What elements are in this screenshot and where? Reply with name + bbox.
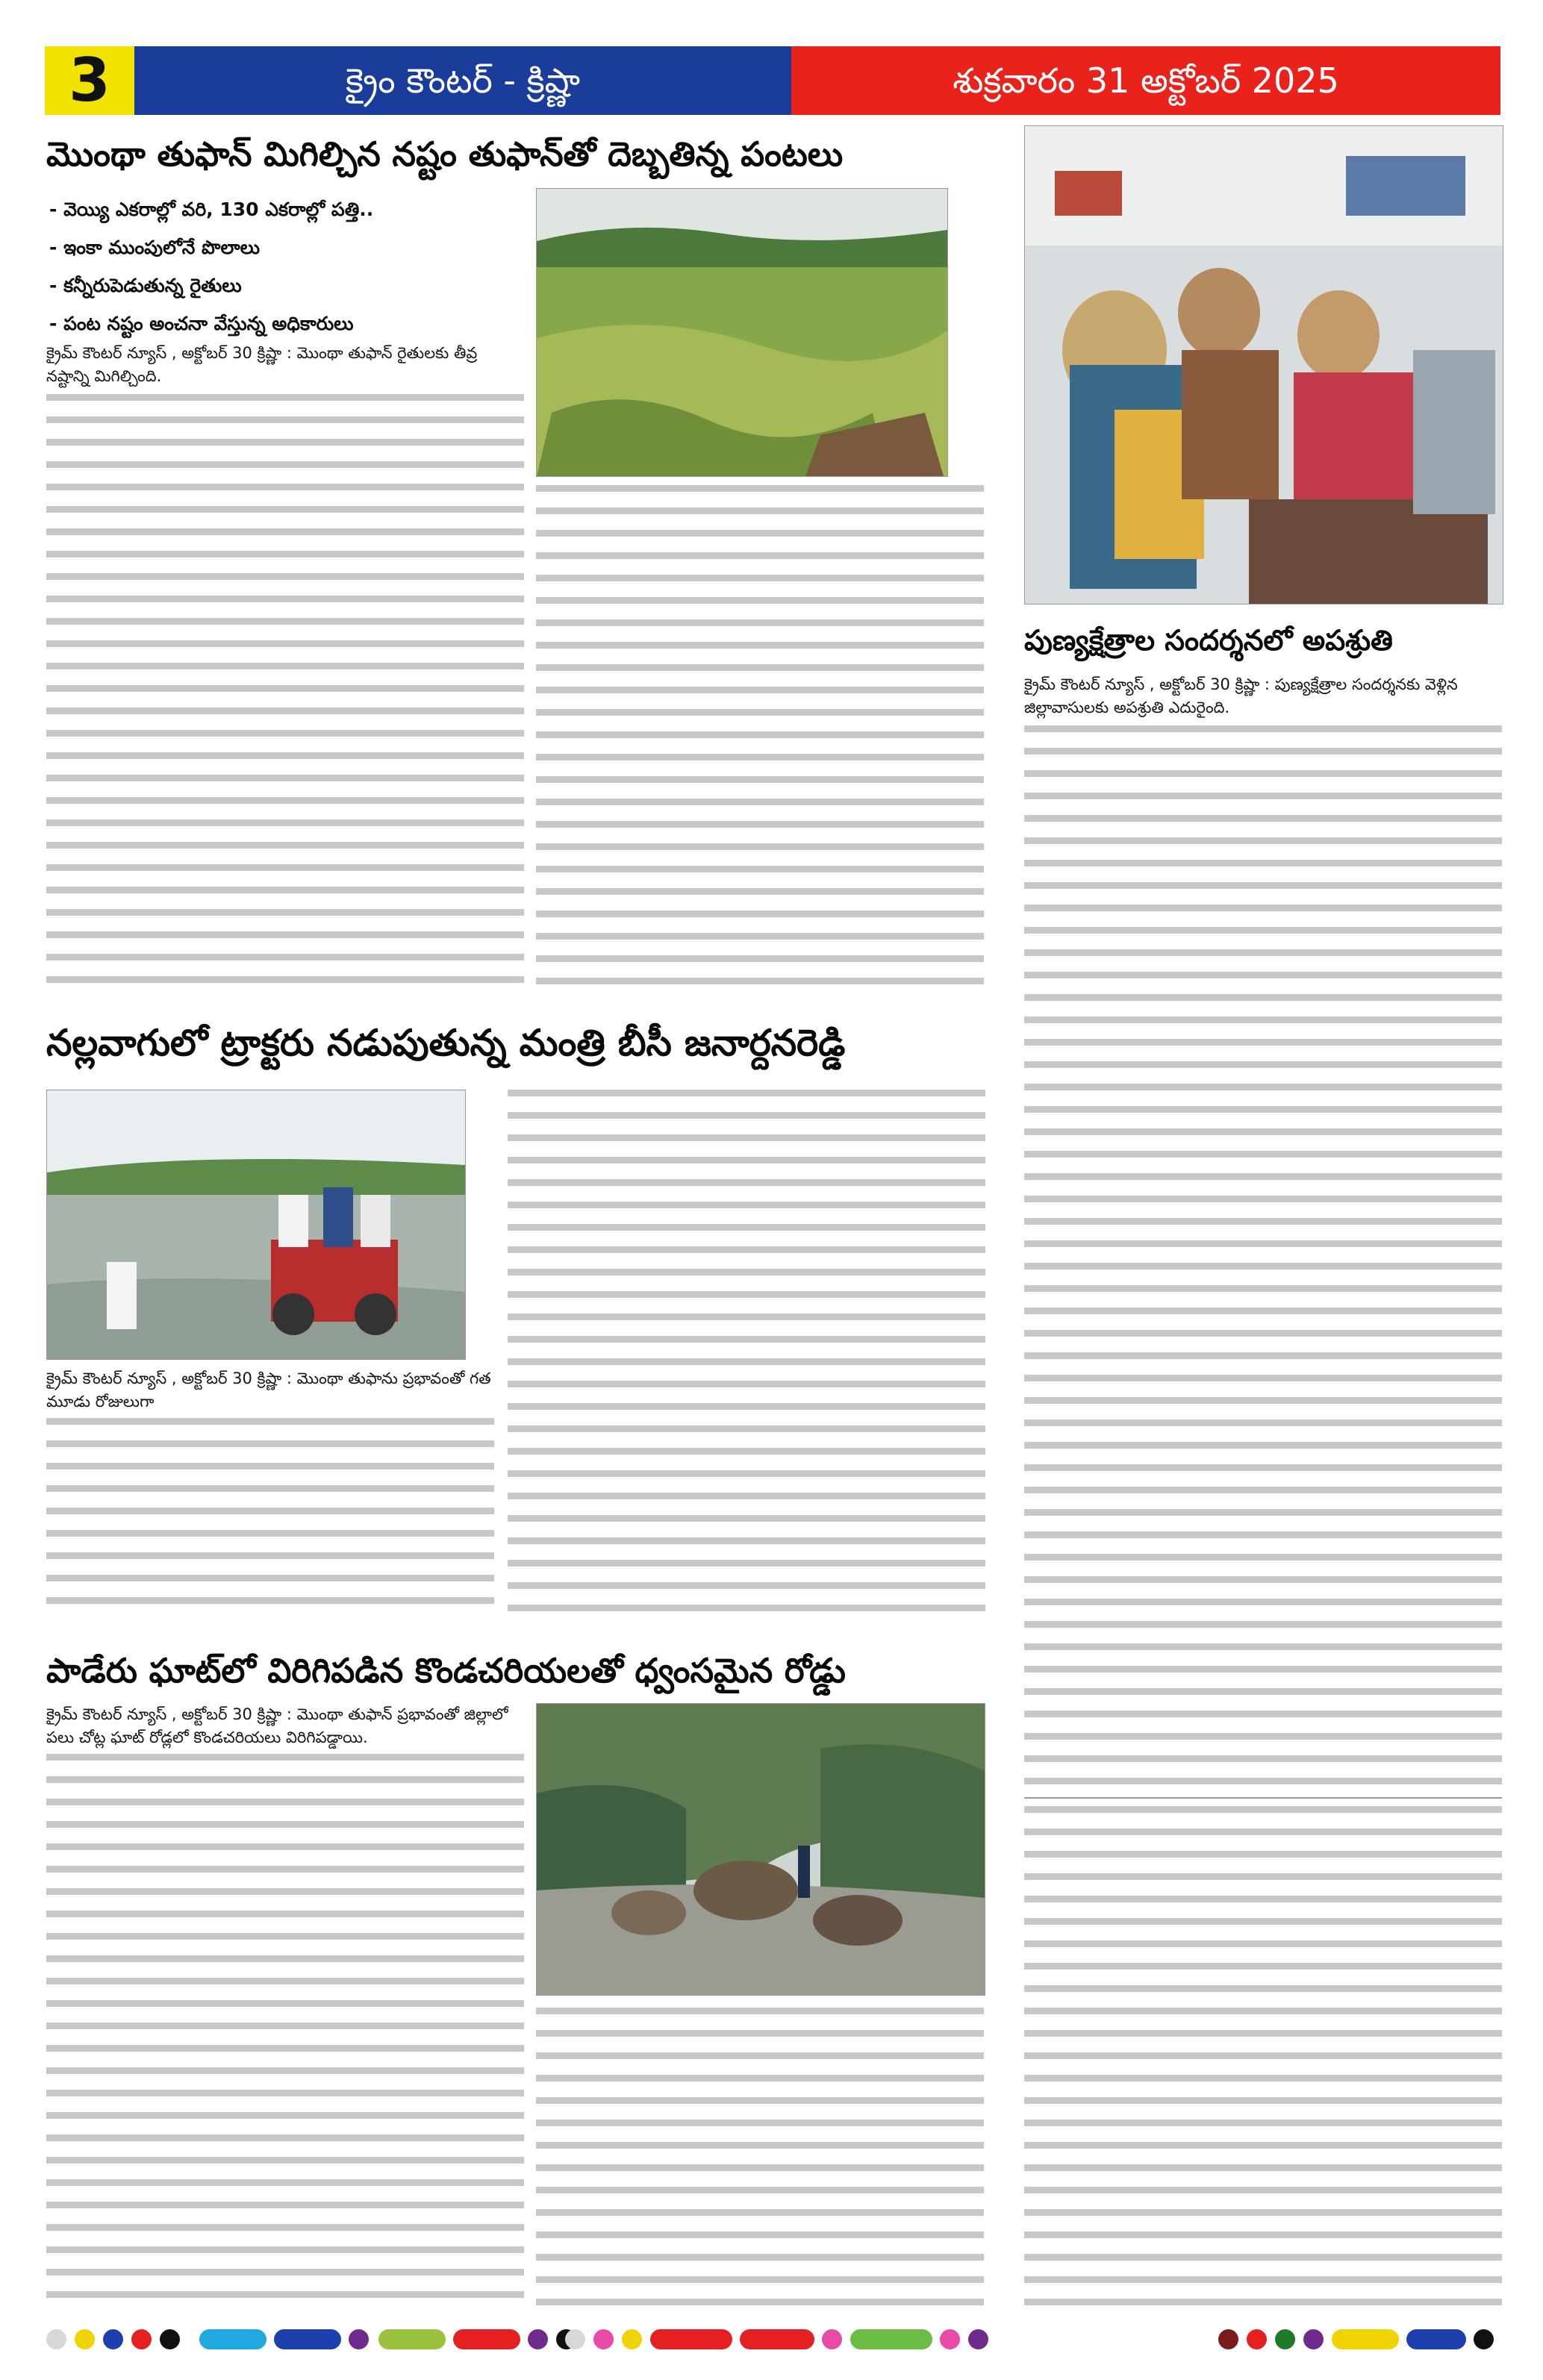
footer-dot	[622, 2329, 642, 2349]
story3-body-text-2	[508, 1090, 985, 1620]
footer-pill	[1332, 2329, 1399, 2349]
footer-color-strip	[46, 2325, 1502, 2355]
story4-headline: పాడేరు ఘాట్‌లో విరిగిపడిన కొండచరియలతో ధ్వంసమైన రోడ్డు	[46, 1651, 846, 1690]
story4-lead: క్రైమ్ కౌంటర్ న్యూస్ , అక్టోబర్ 30 క్రిష్ణా : మొంథా తుఫాన్ ప్రభావంతో జిల్లాలో పలు చోట్ల ఘాట్ రోడ్లలో కొండచరియలు విరిగిపడ్డాయి.	[46, 1705, 508, 1746]
footer-dot	[1247, 2329, 1267, 2349]
footer-dot	[1474, 2329, 1494, 2349]
footer-dot	[160, 2329, 180, 2349]
story1-lead: క్రైమ్ కౌంటర్ న్యూస్ , అక్టోబర్ 30 క్రిష్ణా : మొంథా తుఫాన్ రైతులకు తీవ్ర నష్టాన్ని మిగిల్చింది.	[46, 344, 478, 385]
story4-photo-landslide	[536, 1703, 985, 1996]
footer-pill	[1406, 2329, 1466, 2349]
story4-continuation-text	[1024, 1806, 1502, 2306]
footer-dot	[1303, 2329, 1324, 2349]
story1-body-text	[46, 394, 524, 999]
story3-photo-tractor	[46, 1090, 466, 1360]
footer-dot	[46, 2329, 66, 2349]
footer-dot	[131, 2329, 152, 2349]
footer-dot	[940, 2329, 960, 2349]
story1-bullet: - ఇంకా ముంపులోనే పొలాలు	[49, 237, 261, 258]
footer-dot	[822, 2329, 842, 2349]
story1-photo-paddy	[536, 188, 948, 477]
footer-dot	[1275, 2329, 1295, 2349]
footer-pill	[740, 2329, 814, 2349]
footer-pill	[453, 2329, 520, 2349]
footer-dot	[103, 2329, 123, 2349]
footer-dot	[593, 2329, 614, 2349]
issue-date: శుక్రవారం 31 అక్టోబర్ 2025	[791, 46, 1500, 115]
footer-dot	[528, 2329, 548, 2349]
story1-bullet: - కన్నీరుపెడుతున్న రైతులు	[49, 275, 242, 296]
story2-headline: పుణ్యక్షేత్రాల సందర్శనలో అపశ్రుతి	[1024, 624, 1393, 657]
footer-dot	[349, 2329, 369, 2349]
story4-body-text-2	[536, 2008, 984, 2306]
footer-pill	[650, 2329, 732, 2349]
footer-dot	[565, 2329, 585, 2349]
story3-lead: క్రైమ్ కౌంటర్ న్యూస్ , అక్టోబర్ 30 క్రిష్ణా : మొంథా తుఫాను ప్రభావంతో గత మూడు రోజులుగా	[46, 1369, 491, 1411]
story2-body-text	[1024, 725, 1502, 1785]
footer-dot	[968, 2329, 988, 2349]
page-number: 3	[45, 46, 134, 115]
column-divider	[1024, 1797, 1502, 1799]
story1-bullet: - పంట నష్టం అంచనా వేస్తున్న అధికారులు	[49, 313, 354, 334]
story3-headline: నల్లవాగులో ట్రాక్టరు నడుపుతున్న మంత్రి బీసీ జనార్దనరెడ్డి	[46, 1022, 846, 1064]
footer-dot	[75, 2329, 95, 2349]
story1-bullet: - వెయ్యి ఎకరాల్లో వరి, 130 ఎకరాల్లో పత్తి..	[49, 199, 374, 220]
story1-bullet-list	[49, 190, 527, 343]
story2-lead: క్రైమ్ కౌంటర్ న్యూస్ , అక్టోబర్ 30 క్రిష్ణా : పుణ్యక్షేత్రాల సందర్శనకు వెళ్లిన జిల్లావాసులకు అపశ్రుతి ఎదురైంది.	[1024, 675, 1458, 716]
story4-body-text	[46, 1754, 524, 2306]
footer-pill	[850, 2329, 932, 2349]
story1-body-text-2	[536, 485, 984, 1000]
footer-pill	[274, 2329, 341, 2349]
footer-pill	[378, 2329, 446, 2349]
footer-pill	[199, 2329, 266, 2349]
section-title: క్రైం కౌంటర్ - క్రిష్ణా	[134, 46, 791, 115]
story3-body-text	[46, 1418, 494, 1620]
story1-headline: మొంథా తుఫాన్ మిగిల్చిన నష్టం తుఫాన్‌తో దెబ్బతిన్న పంటలు	[46, 134, 844, 174]
story2-photo-ambulance	[1024, 125, 1503, 605]
footer-dot	[1218, 2329, 1238, 2349]
